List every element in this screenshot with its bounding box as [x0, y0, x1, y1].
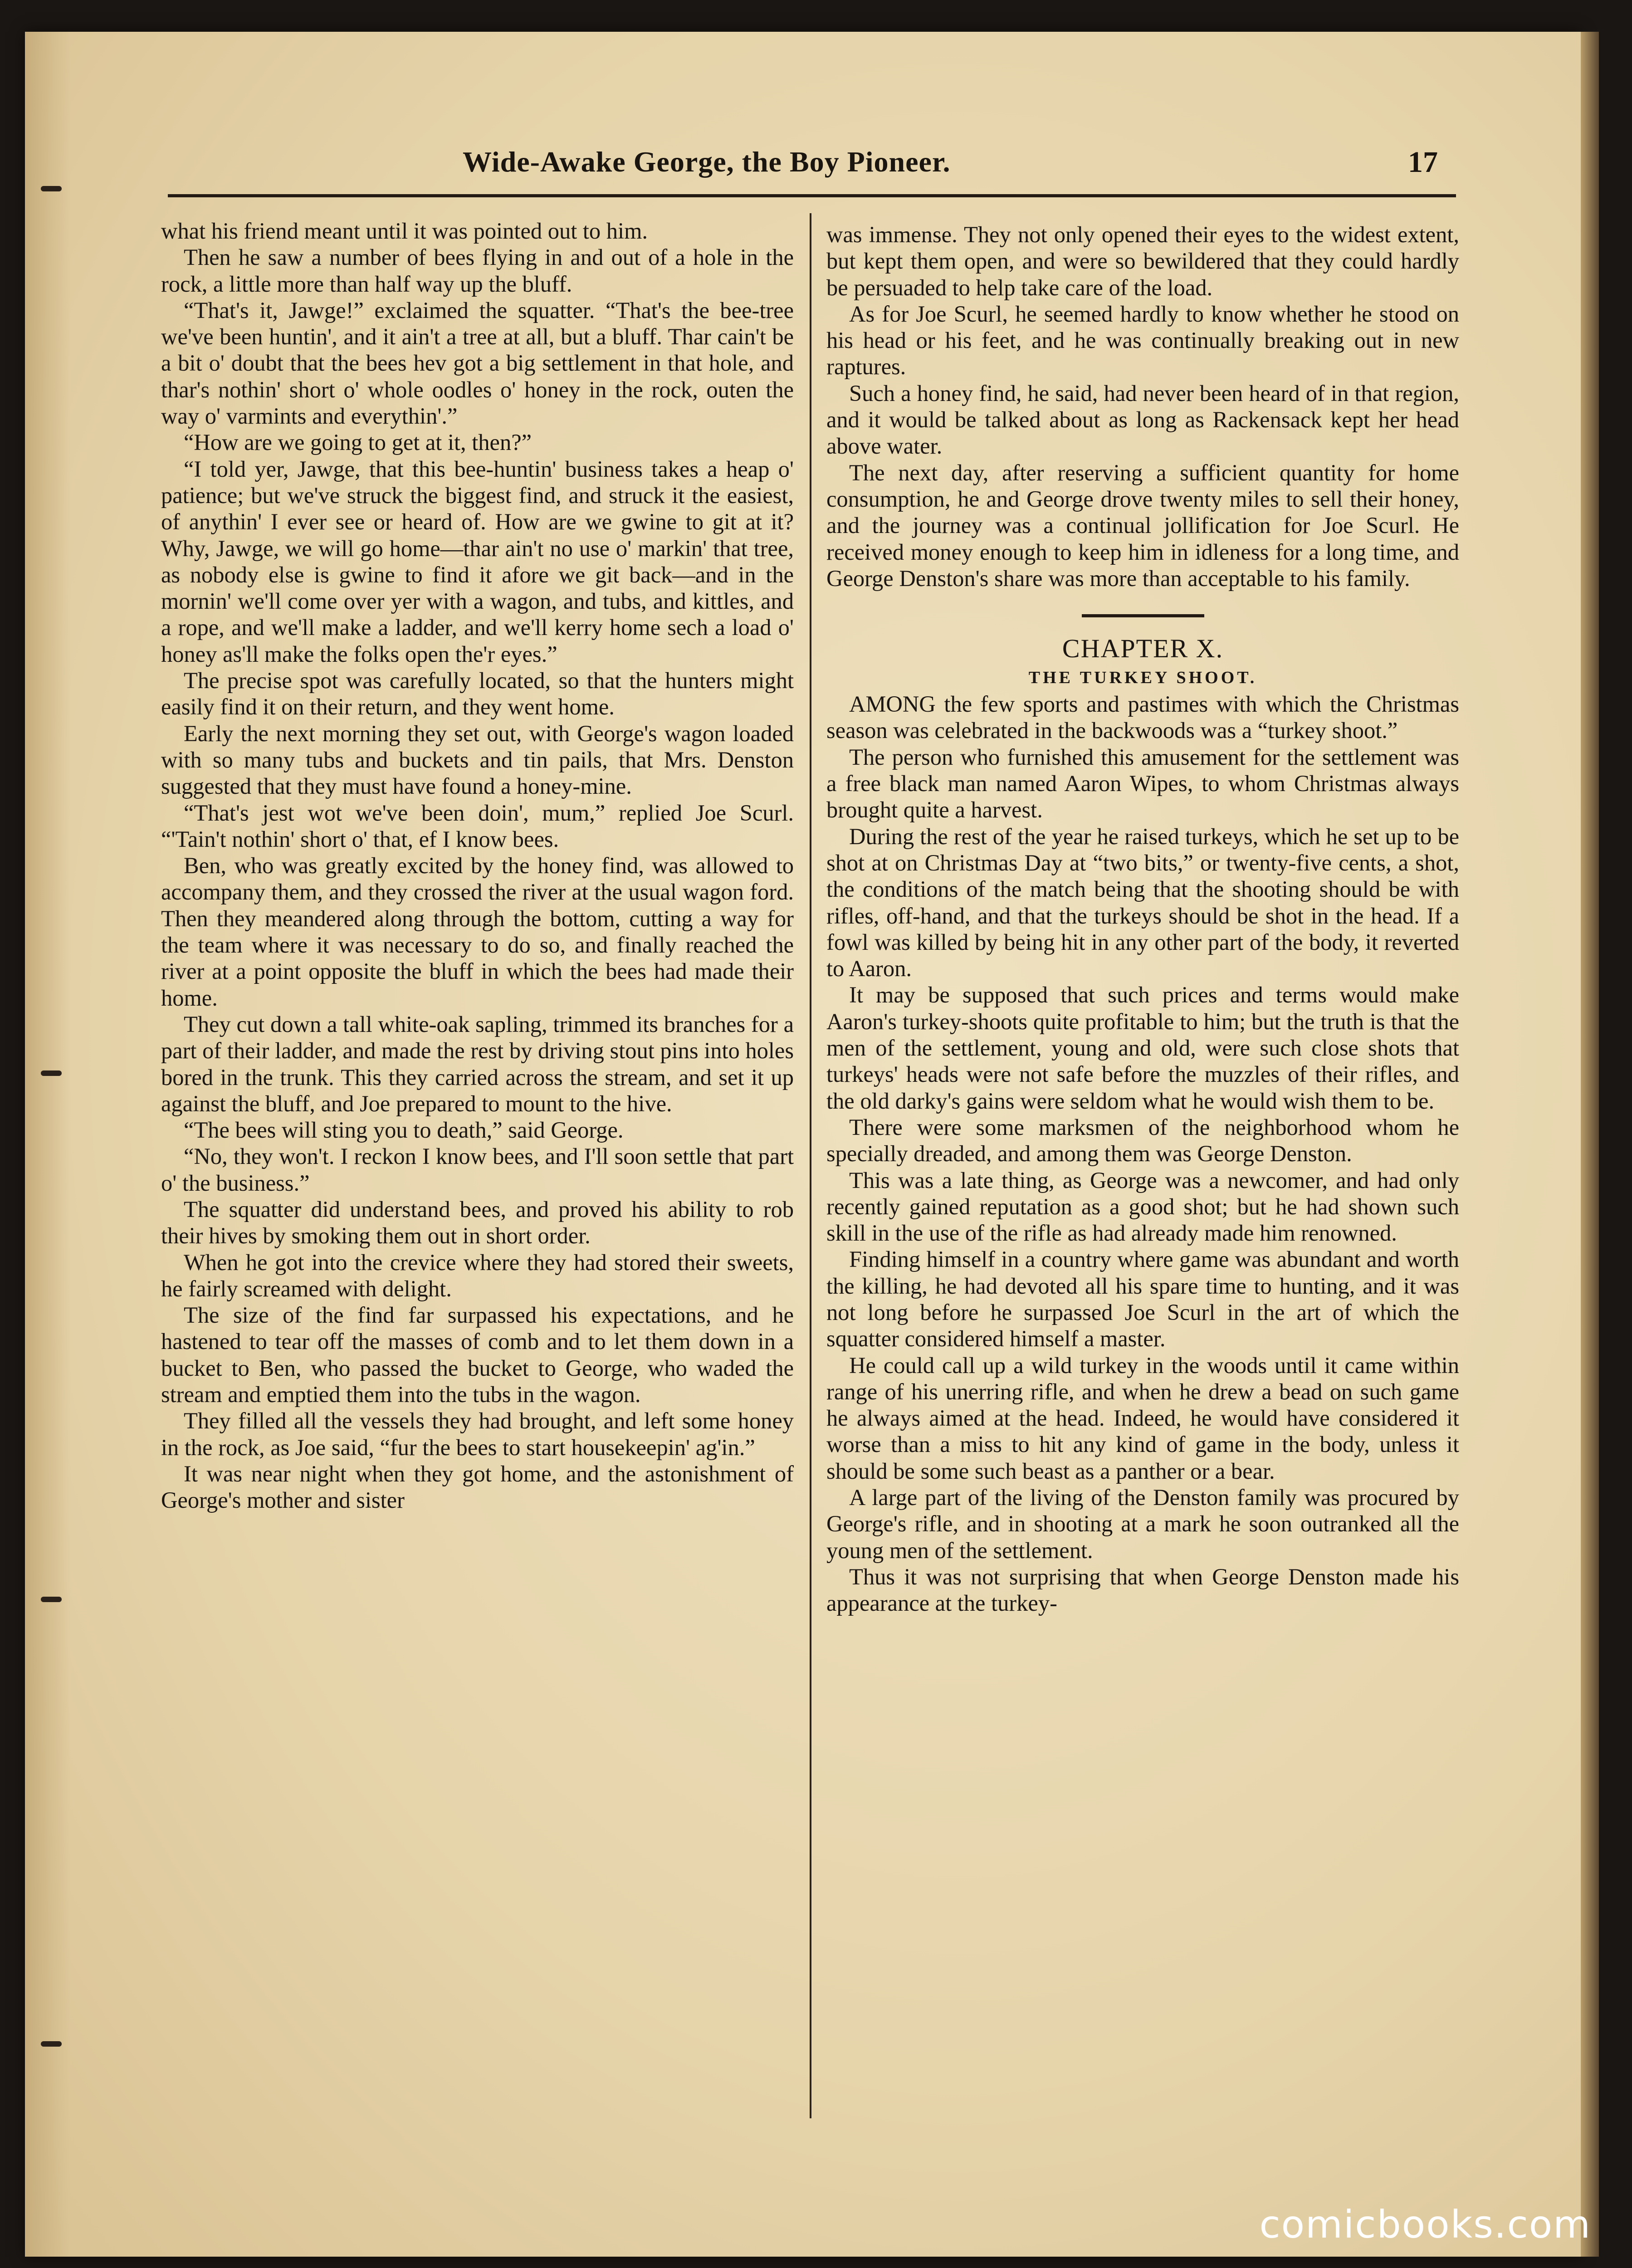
- paragraph: During the rest of the year he raised turkeys, which he set up to be shot at on Christmas Day at “two bits,” or twenty-five cents, a shot, the conditions of the match being that the shooting should be with rifles, off-hand, and that the turkeys should be shot in the head. If a fowl was killed by being hit in any other part of the body, it reverted to Aaron.: [826, 823, 1459, 982]
- site-watermark: comicbooks.com: [1259, 2202, 1591, 2247]
- running-title: Wide-Awake George, the Boy Pioneer.: [463, 146, 951, 178]
- paragraph: The person who furnished this amusement for the settlement was a free black man named Aaron Wipes, to whom Christmas always brought quite a harvest.: [826, 744, 1459, 823]
- paragraph: Then he saw a number of bees flying in and out of a hole in the rock, a little more than half way up the bluff.: [161, 244, 794, 297]
- binding-stitch: [41, 186, 62, 191]
- paragraph: There were some marksmen of the neighborhood whom he specially dreaded, and among them was George Denston.: [826, 1114, 1459, 1167]
- paragraph: A large part of the living of the Denston family was procured by George's rifle, and in shooting at a mark he soon outranked all the young men of the settlement.: [826, 1485, 1459, 1563]
- paragraph: When he got into the crevice where they had stored their sweets, he fairly screamed with delight.: [161, 1249, 794, 1301]
- paragraph: “That's jest wot we've been doin', mum,” replied Joe Scurl. “'Tain't nothin' short o' that, ef I know bees.: [161, 800, 794, 852]
- paragraph: “How are we going to get at it, then?”: [184, 430, 532, 455]
- paragraph: Ben, who was greatly excited by the honey find, was allowed to accompany them, and they crossed the river at the usual wagon ford. Then they meandered along through the bottom, cutting a way for the team where it was necessary to do so, and finally reached the river at a point opposite the bluff in which the bees had made their home.: [161, 853, 794, 1011]
- paragraph: was immense. They not only opened their eyes to the widest extent, but kept them open, and were so bewildered that they could hardly be persuaded to help take care of the load.: [826, 222, 1459, 300]
- paragraph: The next day, after reserving a sufficient quantity for home consumption, he and George drove twenty miles to sell their honey, and the journey was a continual jollification for Joe Scurl. He received money enough to keep him in idleness for a long time, and George Denston's share was more than acceptable to his family.: [826, 459, 1459, 591]
- paragraph: The size of the find far surpassed his expectations, and he hastened to tear off the masses of comb and to let them down in a bucket to Ben, who passed the bucket to George, who waded the stream and emptied them into the tubs in the wagon.: [161, 1302, 794, 1408]
- paragraph: Thus it was not surprising that when George Denston made his appearance at the turkey-: [826, 1564, 1459, 1616]
- binding-stitch: [41, 1070, 62, 1076]
- paragraph: It was near night when they got home, and the astonishment of George's mother and sister: [161, 1461, 794, 1513]
- paragraph: Early the next morning they set out, with George's wagon loaded with so many tubs and buckets and tin pails, that Mrs. Denston suggested that they must have found a honey-mine.: [161, 720, 794, 799]
- chapter-heading: CHAPTER X.: [1062, 634, 1224, 664]
- paragraph: Finding himself in a country where game was abundant and worth the killing, he had devoted all his spare time to hunting, and it was not long before he surpassed Joe Scurl in the art of which the squatter considered himself a master.: [826, 1246, 1459, 1352]
- paragraph: The squatter did understand bees, and proved his ability to rob their hives by smoking them out in short order.: [161, 1196, 794, 1249]
- section-rule: [1082, 614, 1204, 617]
- header-rule: [168, 194, 1456, 197]
- paragraph: Such a honey find, he said, had never been heard of in that region, and it would be talked about as long as Rackensack kept her head above water.: [826, 380, 1459, 459]
- paragraph: what his friend meant until it was pointed out to him.: [161, 218, 648, 244]
- paragraph: “That's it, Jawge!” exclaimed the squatter. “That's the bee-tree we've been huntin', and it ain't a tree at all, but a bluff. Thar cain't be a bit o' doubt that the bees hev got a big settlement in that hole, and thar's nothin' short o' whole oodles o' honey in the rock, outen the way o' varmints and everythin'.”: [161, 297, 794, 429]
- page-binding: [25, 32, 70, 2257]
- right-column: [826, 221, 1459, 1617]
- paragraph: The precise spot was carefully located, so that the hunters might easily find it on their return, and they went home.: [161, 668, 794, 720]
- page-number: 17: [1408, 146, 1438, 179]
- running-header: [168, 141, 1483, 191]
- paragraph: He could call up a wild turkey in the woods until it came within range of his unerring rifle, and when he drew a bead on such game he always aimed at the head. Indeed, he would have considered it worse than a miss to hit any kind of game in the body, unless it should be some such beast as a panther or a bear.: [826, 1352, 1459, 1484]
- paragraph: “The bees will sting you to death,” said George.: [184, 1117, 624, 1143]
- paragraph: “No, they won't. I reckon I know bees, and I'll soon settle that part o' the business.”: [161, 1144, 794, 1196]
- paragraph: They cut down a tall white-oak sapling, trimmed its branches for a part of their ladder, and made the rest by driving stout pins into holes bored in the trunk. This they carried across the stream, and set it up against the bluff, and Joe prepared to mount to the hive.: [161, 1011, 794, 1116]
- paragraph: It may be supposed that such prices and terms would make Aaron's turkey-shoots quite profitable to him; but the truth is that the men of the settlement, young and old, were such close shots that turkeys' heads were not safe before the muzzles of their rifles, and the old darky's gains were seldom what he would wish them to be.: [826, 982, 1459, 1114]
- paragraph: This was a late thing, as George was a newcomer, and had only recently gained reputation as a good shot; but he had shown such skill in the use of the rifle as had already made him renowned.: [826, 1167, 1459, 1246]
- chapter-subtitle: THE TURKEY SHOOT.: [1028, 668, 1257, 688]
- page-edge: [1581, 32, 1599, 2257]
- left-column: [161, 218, 794, 1514]
- binding-stitch: [41, 2041, 62, 2047]
- binding-stitch: [41, 1597, 62, 1602]
- paragraph: As for Joe Scurl, he seemed hardly to know whether he stood on his head or his feet, and he was continually breaking out in new raptures.: [826, 301, 1459, 380]
- paragraph: They filled all the vessels they had brought, and left some honey in the rock, as Joe said, “fur the bees to start housekeepin' ag'in.”: [161, 1408, 794, 1460]
- paragraph: AMONG the few sports and pastimes with which the Christmas season was celebrated in the backwoods was a “turkey shoot.”: [826, 691, 1459, 743]
- paragraph: “I told yer, Jawge, that this bee-huntin' business takes a heap o' patience; but we've struck the biggest find, and struck it the easiest, of anythin' I ever see or heard of. How are we gwine to git at it? Why, Jawge, we will go home—thar ain't no use o' markin' that tree, as nobody else is gwine to find it afore we git back—and in the mornin' we'll come over yer with a wagon, and tubs, and kittles, and a rope, and we'll make a ladder, and we'll kerry home sech a load o' honey as'll make the folks open the'r eyes.”: [161, 456, 794, 667]
- column-divider: [810, 213, 811, 2118]
